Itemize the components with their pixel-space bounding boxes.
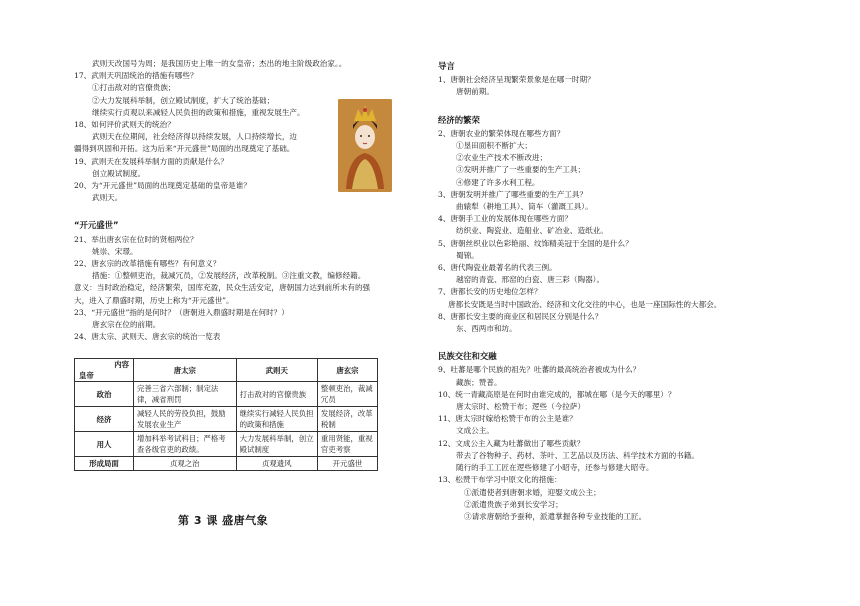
answer-2-3: ③发明并推广了一些重要的生产工具； xyxy=(456,165,586,175)
answer-8: 东、西两市和坊。 xyxy=(456,324,517,334)
answer-23: 唐玄宗在位的前期。 xyxy=(92,320,161,330)
question-8: 8、唐都长安主要的商业区和居民区分别是什么？ xyxy=(438,311,603,321)
table-cell: 继续实行减轻人民负担的政策和措施 xyxy=(236,407,317,432)
empress-portrait-image xyxy=(338,99,392,192)
table-row xyxy=(75,432,378,457)
answer-2-2: ②农业生产技术不断改进； xyxy=(456,153,548,163)
table-row xyxy=(75,457,378,471)
table-cell: 打击敌对的官僚贵族 xyxy=(236,382,317,407)
question-5: 5、唐朝丝织业以色彩艳丽、纹饰精美冠于全国的是什么？ xyxy=(438,238,633,248)
table-row xyxy=(75,407,378,432)
row-label-personnel: 用人 xyxy=(75,432,134,457)
answer-9: 藏族；赞普。 xyxy=(456,377,502,387)
answer-7: 唐都长安既是当时中国政治、经济和文化交往的中心，也是一座国际性的大都会。 xyxy=(448,299,722,309)
corner-label-emperor: 皇帝 xyxy=(79,371,94,380)
question-13: 13、松赞干布学习中原文化的措施： xyxy=(438,475,562,485)
right-column xyxy=(438,60,778,523)
answer-22-2: 意义：当时政治稳定，经济繁荣，国库充盈，民众生活安定，唐朝国力达到前所未有的强 xyxy=(74,283,371,293)
row-label-economy: 经济 xyxy=(75,407,134,432)
table-cell: 发展经济，改革税制 xyxy=(317,407,377,432)
emperor-comparison-table xyxy=(74,358,378,471)
table-cell: 贞观遗风 xyxy=(236,457,317,471)
portrait-illustration xyxy=(338,99,392,192)
question-10: 10、统一青藏高原是在何时由谁完成的，都城在哪（是今天的哪里）？ xyxy=(438,389,676,399)
question-24: 24、唐太宗、武则天、唐玄宗的统治一览表 xyxy=(74,332,221,342)
question-21: 21、举出唐玄宗在位时的贤相两位？ xyxy=(74,234,198,244)
question-12: 12、文成公主入藏为吐蕃做出了哪些贡献？ xyxy=(438,438,585,448)
table-cell: 完善三省六部制；制定法律，减省刑罚 xyxy=(134,382,237,407)
answer-12-1: 带去了谷物种子、药材、茶叶、工艺品以及历法、科学技术方面的书籍。 xyxy=(456,450,699,460)
table-cell: 增加科举考试科目；严格考查各级官吏的政绩。 xyxy=(134,432,237,457)
table-cell: 减轻人民的劳役负担，鼓励发展农业生产 xyxy=(134,407,237,432)
section-heading-kaiyuan: “开元盛世” xyxy=(74,220,119,231)
answer-3: 曲辕犁（耕地工具）、筒车（灌溉工具）。 xyxy=(456,202,593,212)
intro-text: 武则天改国号为周；是我国历史上唯一的女皇帝；杰出的地主阶级政治家。。 xyxy=(92,59,347,68)
column-header-xuanzong: 唐玄宗 xyxy=(317,359,377,382)
question-9: 9、吐蕃是哪个民族的祖先？吐蕃的最高统治者被成为什么？ xyxy=(438,365,641,375)
question-23: 23、“开元盛世”指的是何时？（唐朝进入鼎盛时期是在何时？） xyxy=(74,307,289,317)
table-cell: 重用贤能，重视官吏考察 xyxy=(317,432,377,457)
answer-4: 纺织业、陶瓷业、造船业、矿冶业、造纸业。 xyxy=(456,226,608,236)
answer-11: 文成公主。 xyxy=(456,426,494,436)
answer-2-4: ④修建了许多水利工程。 xyxy=(456,177,540,187)
answer-19: 创立殿试制度。 xyxy=(92,168,146,178)
answer-6: 越窑的青瓷、邢窑的白瓷、唐三彩（陶器）。 xyxy=(456,275,605,285)
column-header-wuzetian: 武则天 xyxy=(236,359,317,382)
section-heading-economy: 经济的繁荣 xyxy=(438,114,480,125)
corner-label-content: 内容 xyxy=(114,360,129,369)
answer-2-1: ①垦田面积不断扩大； xyxy=(456,141,532,151)
question-20: 20、为“开元盛世”局面的出现奠定基础的皇帝是谁？ xyxy=(74,181,251,191)
question-4: 4、唐朝手工业的发展体现在哪些方面？ xyxy=(438,214,572,224)
question-6: 6、唐代陶瓷业最著名的代表三例。 xyxy=(438,263,557,273)
question-3: 3、唐朝发明并推广了哪些重要的生产工具？ xyxy=(438,189,588,199)
question-17: 17、武则天巩固统治的措施有哪些？ xyxy=(74,71,198,81)
section-heading-ethnic: 民族交往和交融 xyxy=(438,351,497,362)
answer-22-3: 大，进入了鼎盛时期，历史上称为“开元盛世”。 xyxy=(74,295,234,305)
answer-17-2: ②大力发展科举制，创立殿试制度，扩大了统治基础； xyxy=(92,95,275,105)
question-11: 11、唐太宗时嫁给松赞干布的公主是谁？ xyxy=(438,414,577,424)
table-header-row xyxy=(75,359,378,382)
section-heading-intro: 导言 xyxy=(438,61,455,71)
table-cell: 整顿吏治，裁减冗员 xyxy=(317,382,377,407)
table-corner-cell xyxy=(75,359,134,382)
answer-5: 蜀锦。 xyxy=(456,250,479,260)
answer-17-1: ①打击敌对的官僚贵族； xyxy=(92,83,176,93)
table-row xyxy=(75,382,378,407)
answer-18-1: 武则天在位期间，社会经济得以持续发展，人口持续增长，边 xyxy=(92,132,298,142)
question-22: 22、唐玄宗的改革措施有哪些？有何意义？ xyxy=(74,259,221,269)
answer-17-3: 继续实行贞观以来减轻人民负担的政策和措施，重视发展生产。 xyxy=(92,107,305,117)
question-2: 2、唐朝农业的繁荣体现在哪些方面？ xyxy=(438,128,565,138)
question-18: 18、如何评价武则天的统治？ xyxy=(74,120,175,130)
lesson-title: 第 3 课 盛唐气象 xyxy=(178,514,269,527)
table-cell: 大力发展科举制，创立殿试制度 xyxy=(236,432,317,457)
answer-12-2: 随行的手工工匠在逻些修建了小昭寺，还参与修建大昭寺。 xyxy=(456,463,654,473)
answer-22-1: 措施：①整顿吏治，裁减冗员，②发展经济，改革税制。③注重文教，编修经籍。 xyxy=(92,271,366,281)
answer-1: 唐朝前期。 xyxy=(456,87,494,97)
question-7: 7、唐都长安的历史地位怎样？ xyxy=(438,287,542,297)
answer-13-1: ①派遣使者到唐朝求婚，迎娶文成公主； xyxy=(464,487,601,497)
row-label-outcome: 形成局面 xyxy=(75,457,134,471)
row-label-politics: 政治 xyxy=(75,382,134,407)
answer-18-2: 疆得到巩固和开拓。这为后来“开元盛世”局面的出现奠定了基础。 xyxy=(74,144,295,154)
answer-20: 武则天。 xyxy=(92,193,123,203)
answer-13-3: ③请求唐朝给予蚕种，派遣掌握各种专业技能的工匠。 xyxy=(464,511,647,521)
column-header-taizong: 唐太宗 xyxy=(134,359,237,382)
table-cell: 贞观之治 xyxy=(134,457,237,471)
answer-10: 唐太宗时、松赞干布；逻些（今拉萨） xyxy=(456,402,586,412)
question-1: 1、唐朝社会经济呈现繁荣景象是在哪一时期？ xyxy=(438,75,595,85)
question-19: 19、武则天在发展科举制方面的贡献是什么？ xyxy=(74,156,228,166)
table-cell: 开元盛世 xyxy=(317,457,377,471)
answer-13-2: ②派遣贵族子弟到长安学习； xyxy=(464,499,563,509)
answer-21: 姚崇、宋璟。 xyxy=(92,246,138,256)
